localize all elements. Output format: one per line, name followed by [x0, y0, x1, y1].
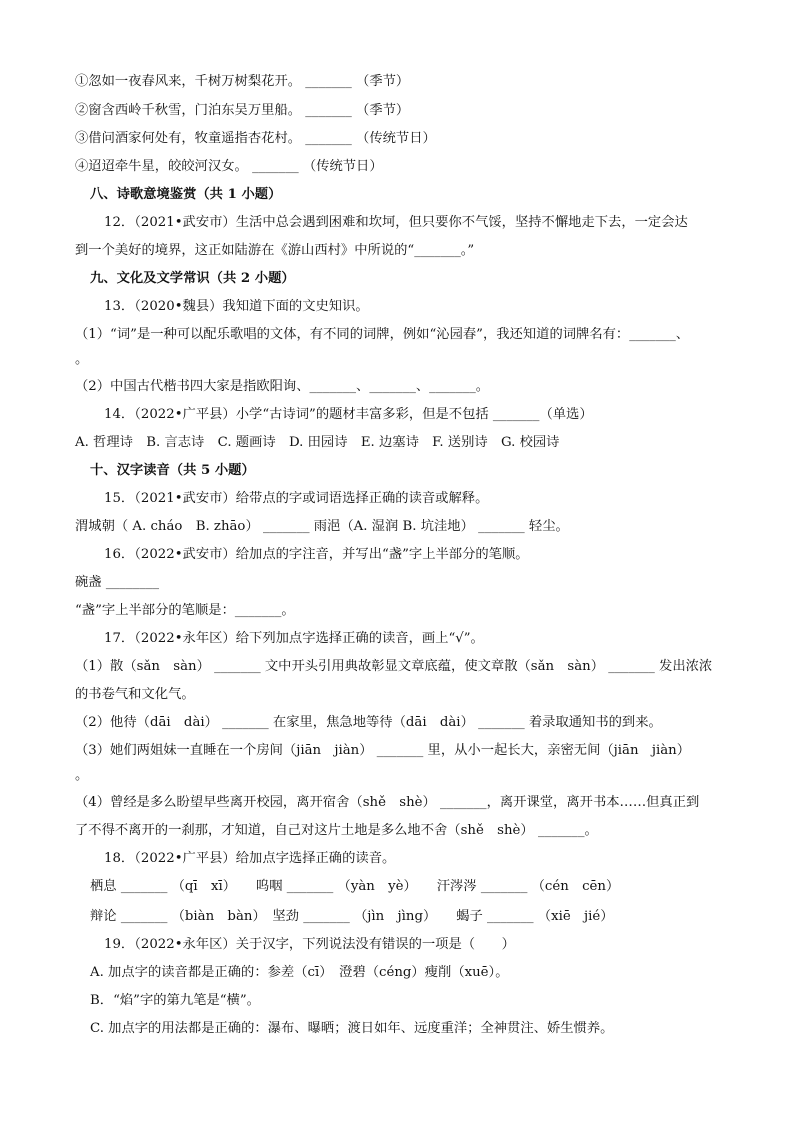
question-13-part-1-end: 。: [75, 352, 89, 367]
question-14-stem: 14．（2022•广平县）小学“古诗词”的题材丰富多彩，但是不包括 _______（单选）: [104, 407, 593, 422]
poem-line-1: ①忽如一夜春风来，千树万树梨花开。 _______ （季节）: [75, 74, 410, 89]
question-13-part-1: （1）“词”是一种可以配乐歌唱的文体，有不同的词牌，例如“沁园春”，我还知道的词牌名有：_______、: [75, 327, 690, 342]
question-18-stem: 18．（2022•广平县）给加点字选择正确的读音。: [104, 851, 396, 866]
question-14-options: A. 哲理诗 B. 言志诗 C. 题画诗 D. 田园诗 E. 边塞诗 F. 送别诗 G. 校园诗: [75, 435, 560, 450]
question-16-stem: 16．（2022•武安市）给加点的字注音，并写出“盏”字上半部分的笔顺。: [104, 547, 529, 562]
question-13-stem: 13．（2020•魏县）我知道下面的文史知识。: [104, 299, 369, 314]
question-17-part-1-cont: 的书卷气和文化气。: [75, 687, 195, 702]
question-18-row-1: 栖息 _______ （qī xī） 呜咽 _______ （yàn yè） 汗涔涔 _______ （cén cēn）: [90, 879, 620, 894]
question-12-line-2: 到一个美好的境界，这正如陆游在《游山西村》中所说的“_______。”: [75, 243, 475, 258]
question-17-part-4: （4）曾经是多么盼望早些离开校园，离开宿舍（shě shè） _______，离开课堂，离开书本……但真正到: [75, 795, 700, 810]
question-17-stem: 17．（2022•永年区）给下列加点字选择正确的读音，画上“√”。: [104, 631, 484, 646]
question-16-word: 碗盏 ________: [75, 575, 160, 590]
question-18-row-2: 辩论 _______ （biàn bàn） 坚劲 _______ （jìn jìng） 蝎子 _______ （xiē jié）: [90, 909, 614, 924]
question-12-line-1: 12．（2021•武安市）生活中总会遇到困难和坎坷，但只要你不气馁，坚持不懈地走下去，一定会达: [104, 215, 688, 230]
question-15-stem: 15．（2021•武安市）给带点的字或词语选择正确的读音或解释。: [104, 491, 489, 506]
question-17-part-3-end: 。: [75, 768, 89, 783]
poem-line-3: ③借问酒家何处有，牧童遥指杏花村。 _______ （传统节日）: [75, 131, 436, 146]
question-17-part-3: （3）她们两姐妹一直睡在一个房间（jiān jiàn） _______ 里，从小一起长大，亲密无间（jiān jiàn）: [75, 743, 691, 758]
poem-line-4: ④迢迢牵牛星，皎皎河汉女。 _______ （传统节日）: [75, 159, 383, 174]
question-15-body: 渭城朝（ A. cháo B. zhāo） _______ 雨浥（A. 湿润 B. 坑洼地） _______ 轻尘。: [75, 519, 569, 534]
question-17-part-2: （2）他待（dāi dài） _______ 在家里，焦急地等待（dāi dài） _______ 着录取通知书的到来。: [75, 715, 662, 730]
question-17-part-4-cont: 了不得不离开的一刹那，才知道，自己对这片土地是多么地不舍（shě shè） _______。: [75, 823, 598, 838]
section-heading-9: 九、文化及文学常识（共 2 小题）: [90, 271, 295, 286]
question-19-option-a: A. 加点字的读音都是正确的：参差（cī） 澄碧（céng）瘦削（xuē）。: [90, 965, 509, 980]
question-13-part-2: （2）中国古代楷书四大家是指欧阳询、_______、_______、_______。: [75, 379, 490, 394]
question-19-option-b: B．“焰”字的第九笔是“横”。: [90, 993, 260, 1008]
question-19-option-c: C. 加点字的用法都是正确的：瀑布、曝晒；渡日如年、远度重洋；全神贯注、娇生惯养。: [90, 1021, 614, 1036]
section-heading-10: 十、汉字读音（共 5 小题）: [90, 463, 255, 478]
poem-line-2: ②窗含西岭千秋雪，门泊东吴万里船。 _______ （季节）: [75, 103, 410, 118]
question-17-part-1: （1）散（sǎn sàn） _______ 文中开头引用典故彰显文章底蕴，使文章散（sǎn sàn） _______ 发出浓浓: [75, 659, 713, 674]
section-heading-8: 八、诗歌意境鉴赏（共 1 小题）: [90, 187, 282, 202]
question-16-stroke-order: “盏”字上半部分的笔顺是：_______。: [75, 603, 295, 618]
question-19-stem: 19．（2022•永年区）关于汉字，下列说法没有错误的一项是（ ）: [104, 937, 515, 952]
